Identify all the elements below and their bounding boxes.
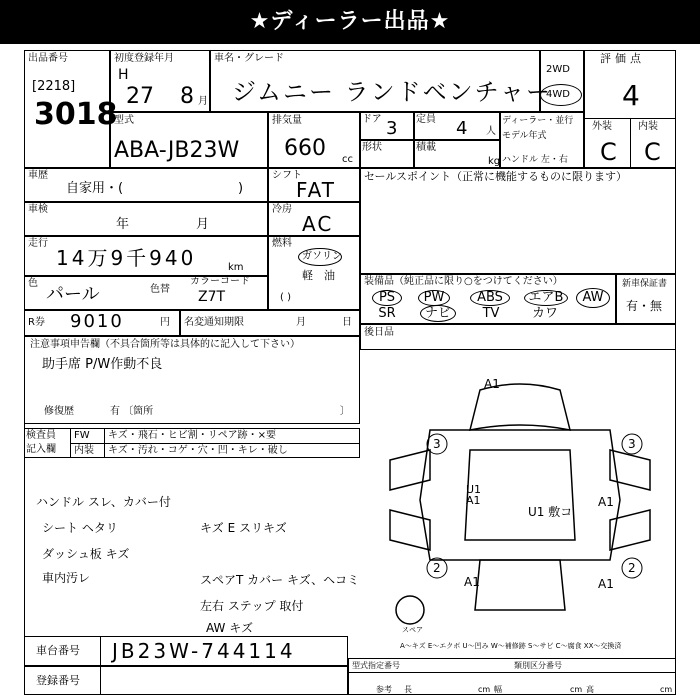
diagram-mark-2-left: 2	[433, 561, 441, 575]
ac-label: 冷房	[272, 204, 292, 215]
diagram-mark-u1-center: U1 敷コ	[528, 505, 573, 519]
diagram-mark-3-left: 3	[433, 437, 441, 451]
color-code-value: Z7T	[198, 289, 226, 305]
name-change-month: 月	[296, 317, 306, 328]
footer-dim-cm-3: cm	[660, 685, 673, 694]
footer-dim-wide: 幅	[494, 685, 502, 694]
fuel-gas: ガソリン	[302, 251, 342, 262]
dealer-handle: ハンドル 左・右	[502, 155, 568, 165]
mileage-value: 14万9千940	[56, 246, 197, 270]
model-value: ジムニー ランドベンチャー	[232, 78, 552, 106]
dealer-label: ディーラー・並行	[502, 116, 574, 126]
type-value: ABA-JB23W	[114, 138, 240, 163]
diagram-mark-3-right: 3	[628, 437, 636, 451]
equipment-label: 装備品（純正品に限り○をつけてください）	[364, 276, 563, 287]
warranty-label: 新車保証書	[622, 279, 668, 289]
mileage-label: 走行	[28, 238, 48, 249]
capacity-label: 定員	[416, 114, 436, 125]
color-swap-label: 色替	[150, 284, 170, 295]
chassis-value: JB23W-744114	[112, 639, 296, 663]
eq-navi: ナビ	[424, 306, 451, 321]
recycle-unit: 円	[160, 317, 170, 328]
lot-number: 3018	[34, 97, 118, 132]
shape-label: 形状	[362, 142, 382, 153]
displacement-unit: cc	[342, 154, 353, 165]
diagram-mark-2-right: 2	[628, 561, 636, 575]
registration-month-suffix: 月	[198, 96, 208, 107]
inspector-note-4: 車内汚レ	[42, 571, 91, 585]
history-close: )	[238, 181, 244, 196]
inspector-fw-split	[104, 428, 105, 458]
load-label: 積載	[416, 142, 436, 153]
drive-4wd: 4WD	[546, 89, 570, 100]
inspector-hline	[70, 443, 360, 444]
warranty-value: 有・無	[626, 299, 663, 313]
capacity-value: 4	[456, 118, 468, 139]
color-value: パール	[46, 284, 100, 305]
inspector-label-1: 検査員	[26, 430, 56, 441]
eq-airbag: エアB	[528, 290, 564, 305]
footer-dim-cm-2: cm	[570, 685, 583, 694]
mileage-unit: km	[228, 262, 244, 273]
shift-label: シフト	[272, 170, 302, 181]
footer-dim-cm-1: cm	[478, 685, 491, 694]
grade-label: 評価点	[600, 52, 645, 65]
lot-label: 出品番号	[28, 53, 68, 64]
shaken-label: 車検	[28, 204, 48, 215]
name-change-day: 日	[342, 317, 352, 328]
eq-aw: AW	[582, 290, 604, 305]
model-label: 車名・グレード	[214, 53, 284, 64]
history-box	[24, 168, 268, 202]
footer-type-label: 型式指定番号	[352, 661, 400, 670]
diagram-mark-a1-top: A1	[484, 377, 500, 391]
eq-pw: PW	[423, 290, 445, 305]
inspector-note-1: ハンドル スレ、カバー付	[36, 495, 171, 509]
diagram-legend: A～キズ E～エクボ U～凹み W～補修跡 S～サビ C～腐食 XX～交換済	[400, 642, 622, 650]
eq-sr: SR	[378, 306, 396, 321]
history-label: 車歴	[28, 170, 48, 181]
diagram-spare-label: スペア	[402, 626, 423, 634]
grade-interior-label: 内装	[638, 121, 658, 132]
diagram-mark-u1a1-left: U1 A1	[466, 483, 482, 507]
fuel-paren: ( )	[280, 292, 291, 303]
diagram-mark-a1-right: A1	[598, 495, 614, 509]
inspector-note-2: シート ヘタリ	[42, 521, 118, 535]
eq-leather: カワ	[531, 306, 558, 321]
fuel-diesel: 軽 油	[302, 269, 335, 282]
registration-month: 8	[180, 84, 194, 109]
inspector-note-r1: キズ E スリキズ	[200, 521, 287, 535]
shaken-month: 月	[196, 217, 210, 232]
inspector-nai: 内装	[74, 445, 94, 456]
registration-year: 27	[126, 84, 154, 109]
diagram-mark-a1-rear-right: A1	[598, 577, 614, 591]
name-change-label: 名変通知期限	[184, 317, 244, 328]
dealer-model-year: モデル年式	[502, 131, 547, 141]
type-label: 型式	[114, 115, 134, 126]
history-value: 自家用・(	[66, 181, 124, 196]
repair-close: 〕	[340, 406, 350, 417]
repair-label: 修復歴	[44, 406, 74, 417]
registration-label: 初度登録年月	[114, 53, 174, 64]
inspector-note-3: ダッシュ板 キズ	[42, 547, 130, 561]
footer-type-ref: 参考	[376, 685, 392, 694]
chassis-label: 車台番号	[36, 644, 80, 657]
inspector-label-2: 記入欄	[26, 444, 56, 455]
fuel-label: 燃料	[272, 238, 292, 249]
displacement-value: 660	[284, 136, 326, 161]
shaken-box	[24, 202, 268, 236]
grade-value: 4	[622, 79, 640, 112]
recycle-label: R券	[28, 317, 45, 328]
inspector-note-r3: 左右 ステップ 取付	[200, 599, 304, 613]
sales-box	[360, 168, 676, 274]
footer-dim-high: 高	[586, 685, 594, 694]
diagram-mark-a1-rear-left: A1	[464, 575, 480, 589]
later-box	[360, 324, 676, 350]
grade-split	[630, 118, 631, 168]
shaken-year: 年	[116, 217, 130, 232]
grade-interior: C	[644, 138, 661, 166]
notes-text: 助手席 P/W作動不良	[42, 357, 163, 372]
recycle-value: 9010	[70, 311, 124, 332]
grade-exterior: C	[600, 138, 617, 166]
later-label: 後日品	[364, 327, 394, 338]
inspector-note-r4: AW キズ	[206, 621, 253, 635]
car-diagram	[370, 360, 670, 645]
notes-label: 注意事項申告欄（不具合箇所等は具体的に記入して下さい）	[30, 339, 300, 350]
eq-abs: ABS	[477, 290, 503, 305]
inspector-fw: FW	[74, 430, 90, 441]
inspector-nai-items: キズ・汚れ・コゲ・穴・凹・キレ・破し	[108, 445, 288, 456]
footer-dim-long: 長	[404, 685, 412, 694]
inspector-note-r2: スペアT カバー キズ、ヘコミ	[200, 573, 360, 587]
sales-label: セールスポイント（正常に機能するものに限ります）	[364, 170, 628, 183]
capacity-unit: 人	[486, 126, 496, 137]
inspector-fw-items: キズ・飛石・ヒビ割・リペア跡・×要	[108, 430, 276, 441]
lot-bracket-number: [2218]	[32, 79, 76, 94]
door-value: 3	[386, 118, 398, 139]
color-label: 色	[28, 278, 38, 289]
registration-era: H	[118, 67, 129, 83]
page-title: ★ディーラー出品★	[0, 0, 700, 44]
eq-tv: TV	[482, 306, 500, 321]
footer-hline	[348, 672, 676, 673]
reg-number-label: 登録番号	[36, 674, 80, 687]
footer-class-label: 類別区分番号	[514, 661, 562, 670]
door-label: ドア	[362, 114, 382, 125]
load-unit: kg	[488, 156, 501, 167]
color-code-label: カラーコード	[190, 276, 250, 287]
shift-value: FAT	[296, 178, 337, 202]
displacement-label: 排気量	[272, 115, 302, 126]
grade-exterior-label: 外装	[592, 121, 612, 132]
eq-ps: PS	[378, 290, 396, 305]
ac-value: AC	[302, 212, 334, 236]
repair-value: 有 〔箇所	[110, 406, 154, 417]
drive-2wd: 2WD	[546, 64, 570, 75]
